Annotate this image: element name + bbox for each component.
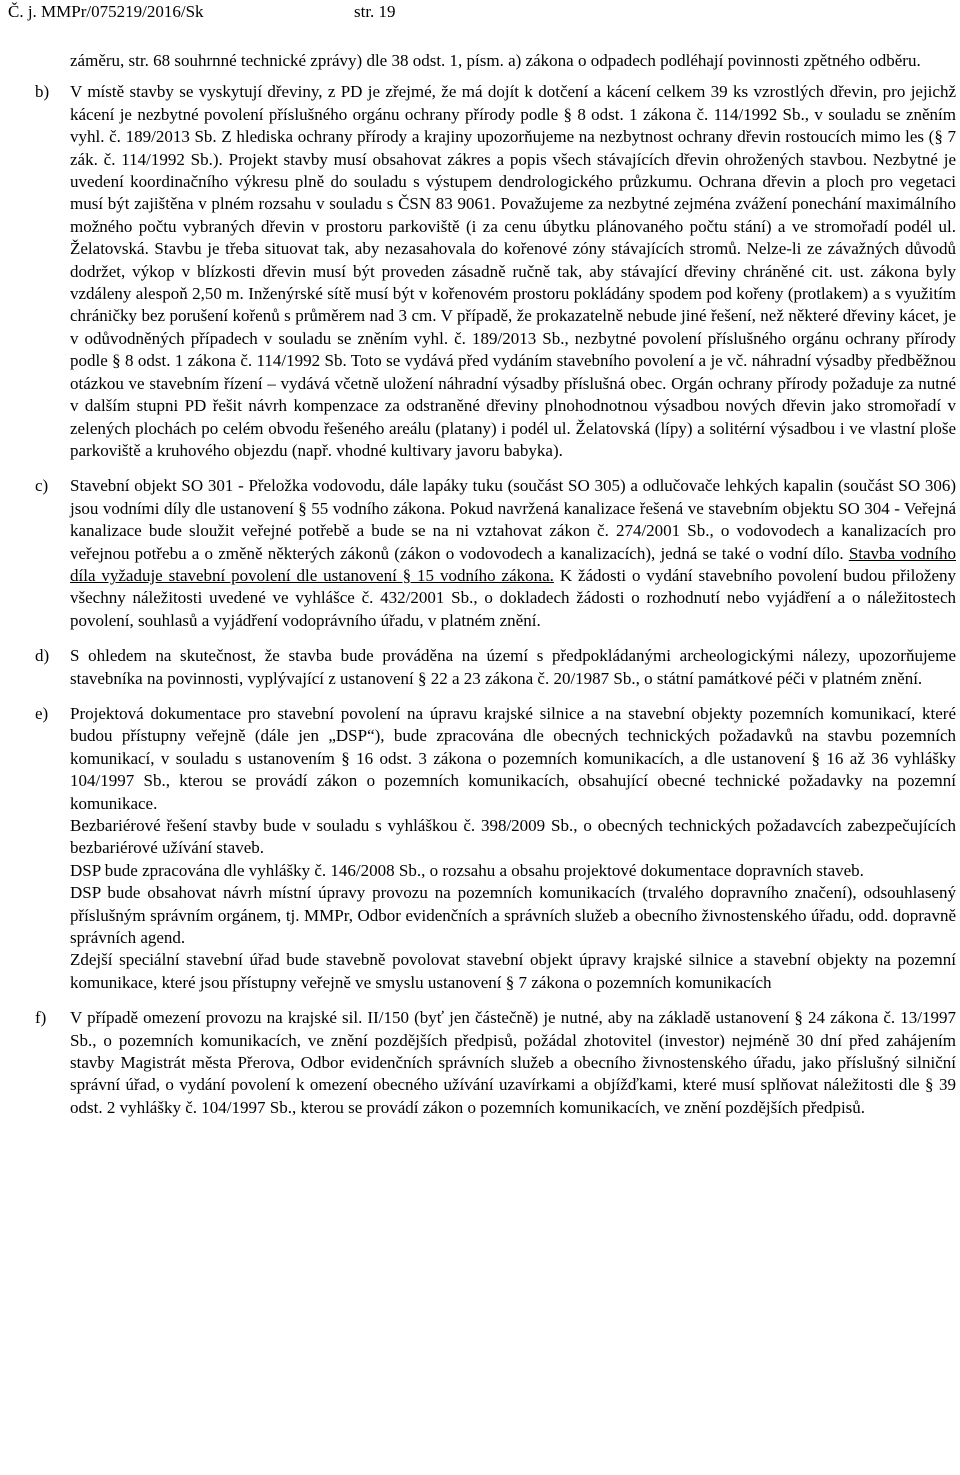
item-c-text: [70, 475, 956, 632]
item-marker: c): [35, 476, 49, 496]
continuation-paragraph: záměru, str. 68 souhrnné technické zprávy) dle 38 odst. 1, písm. a) zákona o odpadech podléhají povinnosti zpětného odběru.: [70, 51, 921, 70]
underlined-requirement: Stavba vodního díla vyžaduje stavební povolení dle ustanovení § 15 vodního zákona.: [70, 543, 956, 585]
item-marker: e): [35, 703, 49, 723]
item-b-text: V místě stavby se vyskytují dřeviny, z PD je zřejmé, že má dojít k dotčení a kácení celkem 39 ks vzrostlých dřevin, pro jejichž kácení je nezbytné povolení příslušného orgánu ochrany přírody podle § 8 odst. 1 zákona č. 114/1992 Sb., v souladu se zněním vyhl. č. 189/2013 Sb. Z hlediska ochrany přírody a krajiny upozorňujeme na nezbytnost ochrany dřevin rostoucích mimo les (§ 7 zák. č. 114/1992 Sb.). Projekt stavby musí obsahovat zákres a popis všech stávajících dřevin ohrožených stavbou. Nezbytné je uvedení koordinačního výkresu plně do souladu s výstupem dendrologického průzkumu. Ochrana dřevin a ploch pro vegetaci musí být zajištěna v plném rozsahu v souladu s ČSN 83 9061. Považujeme za nezbytné zejména zvážení ponechání maximálního možného počtu vybraných dřevin v prostoru parkoviště (i za cenu úbytku plánovaného počtu stání) a ve stromořadí podél ul. Želatovská. Stavbu je třeba situovat tak, aby nezasahovala do kořenové zóny stávajících stromů. Nelze-li ze závažných důvodů dodržet, výkop v blízkosti dřevin musí být proveden zásadně ručně tak, aby stávající dřeviny chráněné cit. ust. zákona byly vzdáleny alespoň 2,50 m. Inženýrské sítě musí být v kořenovém prostoru pokládány spodem pod kořeny (protlakem) a s využitím chráničky bez porušení kořenů s průměrem nad 3 cm. V případě, že prokazatelně nebude jiné řešení, než některé dřeviny kácet, je v odůvodněných případech v souladu se zněním vyhl. č. 189/2013 Sb., nezbytné povolení příslušného orgánu ochrany přírody podle § 8 odst. 1 zákona č. 114/1992 Sb. Toto se vydává před vydáním stavebního povolení a je vč. náhradní výsadby předběžnou otázkou ve stavebním řízení – vydává včetně uložení náhradní výsadby příslušná obec. Orgán ochrany přírody požaduje za nutné v dalším stupni PD řešit návrh kompenzace za odstraněné dřeviny plnohodnotnou výsadbou nových dřevin jako stromořadí v zelených plochách po celém obvodu řešeného areálu (platany) i podél ul. Želatovská (lípy) a solitérní výsadbou i ve vlastní ploše parkoviště a kruhového objezdu (např. vhodné kultivary javoru babyka).: [70, 82, 956, 460]
page-number: str. 19: [354, 2, 396, 21]
document-body: [0, 50, 960, 1119]
item-e-paragraph: DSP bude obsahovat návrh místní úpravy provozu na pozemních komunikacích (trvalého dopravního značení), odsouhlasený příslušným správním orgánem, tj. MMPr, Odbor evidenčních a správních služeb a obecního živnostenského úřadu, odd. dopravně správních agend.: [70, 883, 956, 948]
item-c-text-part1: Stavební objekt SO 301 - Přeložka vodovodu, dále lapáky tuku (součást SO 305) a odlučovače lehkých kapalin (součást SO 306) jsou vodními díly dle ustanovení § 55 vodního zákona. Pokud navržená kanalizace řešená ve stavebním objektu SO 304 - Veřejná kanalizace bude sloužit veřejné potřebě a bude se na ni vztahovat zákon č. 274/2001 Sb., o vodovodech a kanalizacích pro veřejnou potřebu a o změně některých zákonů (zákon o vodovodech a kanalizacích), jedná se také o vodní dílo.: [70, 476, 956, 563]
item-c: [0, 475, 956, 632]
item-e-paragraph: Zdejší speciální stavební úřad bude stavebně povolovat stavební objekt úpravy krajské silnice a stavební objekty na pozemní komunikace, které jsou přístupny veřejně ve smyslu ustanovení § 7 zákona o pozemních komunikacích: [70, 950, 956, 992]
item-c-text-part2: K žádosti o vydání stavebního povolení budou přiloženy všechny náležitosti uvedené ve vyhlášce č. 432/2001 Sb., o dokladech žádosti o rozhodnutí nebo vyjádření a o náležitostech povolení, souhlasů a vyjádření vodoprávního úřadu, v platném znění.: [70, 565, 957, 630]
item-marker: f): [35, 1008, 47, 1028]
item-e: [0, 703, 956, 994]
item-e-paragraph: Projektová dokumentace pro stavební povolení na úpravu krajské silnice a na stavební objekty pozemních komunikací, které budou přístupny veřejně (dále jen „DSP“), bude zpracována dle obecných technických požadavků na stavbu pozemních komunikací, v souladu s ustanovením § 16 odst. 3 zákona o pozemních komunikacích, a dle ustanovení § 16 až 36 vyhlášky 104/1997 Sb., kterou se provádí zákon o pozemních komunikacích, obsahující obecné technické požadavky na pozemní komunikace.: [70, 703, 956, 813]
item-f: [0, 1007, 956, 1119]
item-d: [0, 645, 956, 690]
item-e-paragraph: DSP bude zpracována dle vyhlášky č. 146/2008 Sb., o rozsahu a obsahu projektové dokumentace dopravních staveb.: [70, 860, 864, 880]
item-marker: b): [35, 82, 50, 102]
item-marker: d): [35, 646, 50, 666]
page-header: [8, 1, 948, 25]
item-f-text: V případě omezení provozu na krajské sil. II/150 (byť jen částečně) je nutné, aby na základě ustanovení § 24 zákona č. 13/1997 Sb., o pozemních komunikacích, ve znění pozdějších předpisů, požádal zhotovitel (investor) nejméně 30 dní před zahájením stavby Magistrát města Přerova, Odbor evidenčních správních služeb a obecního živnostenského úřadu, jako příslušný silniční správní úřad, o vydání povolení k omezení obecného užívání uzavírkami a objížďkami, které musí splňovat náležitosti dle § 39 odst. 2 vyhlášky č. 104/1997 Sb., kterou se provádí zákon o pozemních komunikacích, ve znění pozdějších předpisů.: [70, 1008, 956, 1117]
item-e-paragraph: Bezbariérové řešení stavby bude v souladu s vyhláškou č. 398/2009 Sb., o obecných technických požadavcích zabezpečujících bezbariérové užívání staveb.: [70, 816, 956, 858]
reference-number: Č. j. MMPr/075219/2016/Sk: [8, 2, 204, 21]
item-b: [0, 81, 956, 462]
item-d-text: S ohledem na skutečnost, že stavba bude prováděna na území s předpokládanými archeologickými nálezy, upozorňujeme stavebníka na povinnosti, vyplývající z ustanovení § 22 a 23 zákona č. 20/1987 Sb., o státní památkové péči v platném znění.: [70, 646, 956, 688]
